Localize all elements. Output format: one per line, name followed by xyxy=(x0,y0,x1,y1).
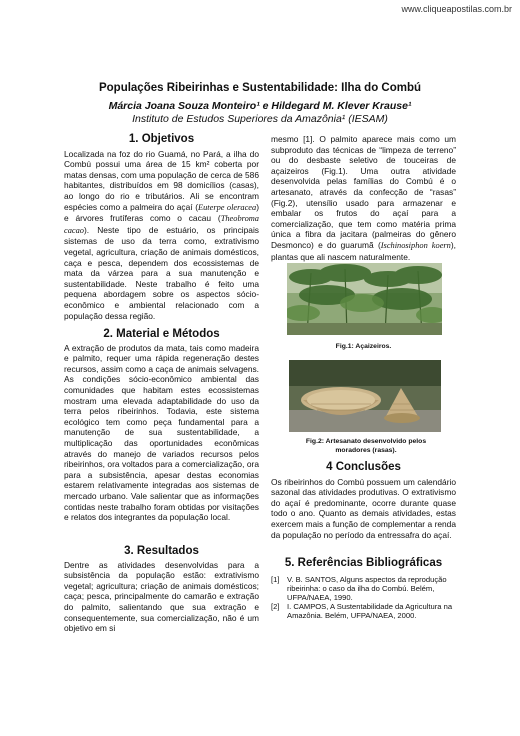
section-heading: 3. Resultados xyxy=(124,545,199,557)
paper-title: Populações Ribeirinhas e Sustentabilidade: Ilha do Combú xyxy=(98,82,422,94)
section-heading: 1. Objetivos xyxy=(128,133,195,145)
resultados-continued xyxy=(271,134,456,262)
figure-1-caption: Fig.1: Açaizeiros. xyxy=(335,343,392,350)
species-name: Theobroma cacao xyxy=(64,214,259,235)
paragraph: mesmo [1]. O palmito aparece mais como um subproduto das técnicas de “limpeza de terreno” ou do desbaste seletivo de touceiras de açaizeiros (Fig.1). Uma outra atividade desenvolvida pelas famílias do Combú é o artesanato, através da confecção de “rasas” (Fig.2), utensílio usado para armazenar e embalar os frutos do açaí para a comercialização, que tem como matéria prima única a fibra da jacitara (palmeiras do gênero Desmonco) e do guarumã (Ischinosiphon koern), plantas que ali nascem naturalmente. xyxy=(271,134,456,262)
paper-institution: Instituto de Estudos Superiores da Amazônia¹ (IESAM) xyxy=(132,113,388,125)
species-name: Ischinosiphon koern xyxy=(380,240,451,250)
paragraph: Dentre as atividades desenvolvidas para a subsistência da população estão: extrativismo vegetal; agricultura; criação de animais domésticos; caça; pesca, principalmente do camarão e extração do palmito, salientando que sua extração e consequentemente, sua comercialização, não é um objetivo em si xyxy=(64,559,259,634)
paragraph: Localizada na foz do rio Guamá, no Pará, a ilha do Combú possui uma área de 15 km² coberta por matas densas, com uma população de cerca de 586 habitantes, distribuídos em 98 domicílios (casas), ao longo do rio e tributários. Ali se encontram espécies como a palmeira do açaí (Euterpe oleracea) e árvores frutíferas como o cacau (Theobroma cacao). Neste tipo de estuário, os principais sistemas de uso da terra como, extrativismo vegetal, agricultura, criação de animais domésticos, caça e pesca, dependem dos ecossistemas de mata da várzea para a sua manutenção e sustentabilidade. Neste trabalho é feito uma pequena abordagem sobre os aspectos sócio-econômico e ambiental relacionado com a população dessa região. xyxy=(64,148,259,321)
section-material-metodos xyxy=(64,329,259,523)
site-watermark: www.cliqueapostilas.com.br xyxy=(401,4,512,14)
paragraph: Os ribeirinhos do Combú possuem um calendário sazonal das atividades produtivas. O extrativismo do açaí é predominante, ocorre durante quase todo o ano. Quanto as demais atividades, estas exercem mais a função de complementar a renda da população no período da entressafra do açaí. xyxy=(271,476,456,540)
figure-2-caption: Fig.2: Artesanato desenvolvido pelos moradores (rasas). xyxy=(305,438,427,454)
paper-authors: Márcia Joana Souza Monteiro¹ e Hildegard M. Klever Krause¹ xyxy=(108,100,412,112)
figure-1-acaizeiros xyxy=(287,263,442,335)
section-heading: 5. Referências Bibliográficas xyxy=(284,557,443,569)
section-heading: 4 Conclusões xyxy=(326,461,401,473)
paragraph: A extração de produtos da mata, tais como madeira e palmito, requer uma rápida regeneração destes recursos, assim como a caça de animais selvagens. As condições sócio-econômico ambiental das comunidades que habitam estes ecossistemas mostram uma elevada adaptabilidade do uso da terra pelos ribeirinhos. Todavia, este sistema ecológico tem como peça fundamental para a manutenção de sua sustentabilidade, a multiplicação das oportunidades econômicas através do manejo de variados recursos pelos ribeirinhos, ora voltados para a comercialização, ora para a subsistência, apesar destas economias estarem relativamente integradas aos sistemas de mercado urbano. Vale salientar que as informações contidas neste trabalho foram obtidas por visitações e relatos dos integrantes da população local. xyxy=(64,342,259,523)
section-conclusoes xyxy=(271,462,456,540)
section-referencias xyxy=(271,558,456,620)
section-heading: 2. Material e Métodos xyxy=(103,328,220,340)
baskets-illustration xyxy=(289,360,441,432)
reference-item: [2] I. CAMPOS, A Sustentabilidade da Agricultura na Amazônia. Belém, UFPA/NAEA, 2000. xyxy=(271,601,453,620)
section-objetivos xyxy=(64,134,259,321)
species-name: Euterpe oleracea xyxy=(198,202,257,212)
palm-trees-illustration xyxy=(287,263,442,335)
section-resultados xyxy=(64,546,259,634)
figure-2-rasas xyxy=(289,360,441,432)
reference-item: [1] V. B. SANTOS, Alguns aspectos da reprodução ribeirinha: o caso da ilha do Combú. Belém, UFPA/NAEA, 1990. xyxy=(271,574,447,602)
